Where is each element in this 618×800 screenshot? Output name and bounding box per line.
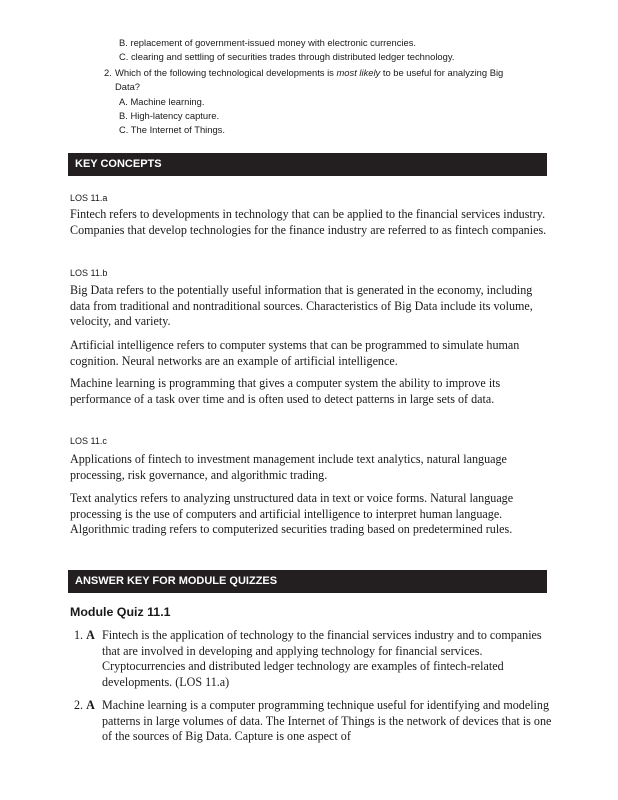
q2-text-before: Which of the following technological developments is bbox=[115, 67, 337, 78]
q2-option-b: B. High-latency capture. bbox=[119, 110, 220, 121]
answer-1-label bbox=[74, 628, 95, 644]
q2-text-cont: Data? bbox=[115, 81, 141, 92]
text-analytics-paragraph: Text analytics refers to analyzing unstructured data in text or voice forms. Natural language processing is the use of computers and artificial intelligence to interpret human language. Algorithmic trading refers to computerized securities trading based on predetermined rules. bbox=[70, 491, 514, 537]
q2-number: 2. bbox=[104, 67, 112, 78]
los-11c-label: LOS 11.c bbox=[70, 436, 107, 446]
q2-option-a: A. Machine learning. bbox=[119, 96, 205, 107]
module-quiz-title: Module Quiz 11.1 bbox=[70, 605, 171, 619]
key-concepts-heading: KEY CONCEPTS bbox=[68, 153, 547, 176]
q2-text-after: to be useful for analyzing Big bbox=[380, 67, 504, 78]
q1-option-b: B. replacement of government-issued money with electronic currencies. bbox=[119, 37, 417, 48]
los-11b-label: LOS 11.b bbox=[70, 268, 108, 278]
answer-item-1 bbox=[70, 628, 552, 690]
los-11a-paragraph: Fintech refers to developments in technology that can be applied to the financial services industry. Companies that develop technologies for the finance industry are referred to as fintech companies. bbox=[70, 207, 547, 237]
answer-item-2 bbox=[70, 698, 552, 745]
q1-option-c: C. clearing and settling of securities trades through distributed ledger technology. bbox=[119, 51, 455, 62]
fintech-applications-paragraph: Applications of fintech to investment management include text analytics, natural language processing, risk governance, and algorithmic trading. bbox=[70, 452, 507, 482]
answer-1-letter: A bbox=[86, 628, 95, 642]
los-11a-label: LOS 11.a bbox=[70, 193, 108, 203]
answer-2-number: 2. bbox=[74, 698, 84, 712]
quiz-question-2 bbox=[104, 66, 544, 94]
answer-2-text: Machine learning is a computer programming technique useful for identifying and modeling patterns in large volumes of data. The Internet of Things is the network of devices that is one of the sources of Big Data. Capture is one aspect of bbox=[102, 698, 552, 744]
answer-2-letter: A bbox=[86, 698, 95, 712]
answer-1-text: Fintech is the application of technology to the financial services industry and to companies that are involved in developing and applying technology for financial services. Cryptocurrencies and distributed ledger technology are examples of fintech-related developments. (LOS 11.a) bbox=[102, 628, 542, 689]
answer-2-label bbox=[74, 698, 95, 714]
answer-key-heading: ANSWER KEY FOR MODULE QUIZZES bbox=[68, 570, 547, 593]
q2-option-c: C. The Internet of Things. bbox=[119, 124, 225, 135]
ai-paragraph: Artificial intelligence refers to computer systems that can be programmed to simulate human cognition. Neural networks are an example of artificial intelligence. bbox=[70, 338, 520, 368]
q2-text-emphasis: most likely bbox=[336, 67, 381, 78]
machine-learning-paragraph: Machine learning is programming that gives a computer system the ability to improve its performance of a task over time and is often used to detect patterns in large sets of data. bbox=[70, 376, 501, 406]
answer-1-number: 1. bbox=[74, 628, 84, 642]
big-data-paragraph: Big Data refers to the potentially useful information that is generated in the economy, including data from traditional and nontraditional sources. Characteristics of Big Data include its volume, velocity, and variety. bbox=[70, 283, 533, 329]
